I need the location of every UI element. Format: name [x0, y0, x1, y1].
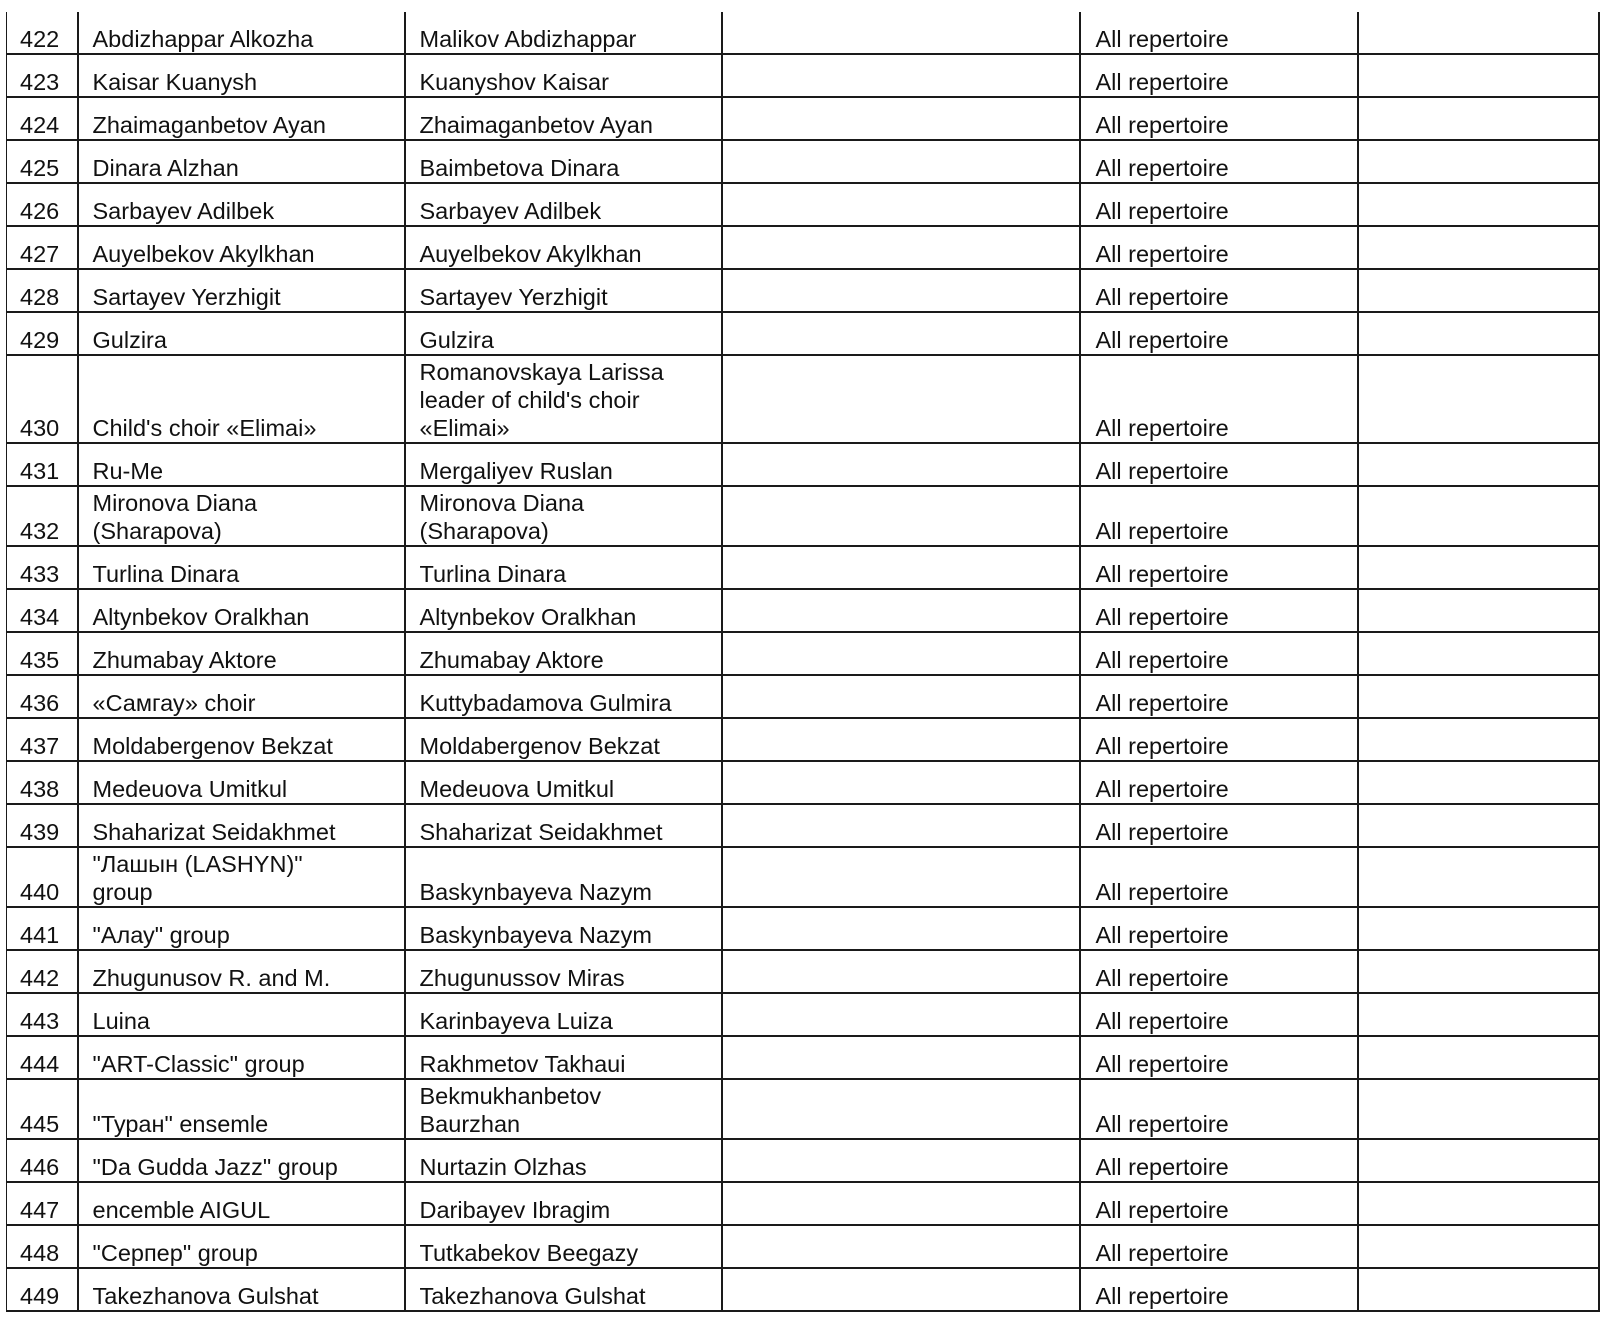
empty-cell [722, 847, 1080, 907]
empty-cell [1358, 718, 1599, 761]
performer-name-cell: "Da Gudda Jazz" group [78, 1139, 405, 1182]
table-row [7, 54, 1599, 97]
repertoire-scope-cell: All repertoire [1080, 1139, 1358, 1182]
row-number-cell: 443 [7, 993, 78, 1036]
empty-cell [722, 1036, 1080, 1079]
empty-cell [1358, 907, 1599, 950]
performer-name-cell: encemble AIGUL [78, 1182, 405, 1225]
row-number-cell: 424 [7, 97, 78, 140]
table-row [7, 140, 1599, 183]
repertoire-scope-cell: All repertoire [1080, 443, 1358, 486]
empty-cell [722, 1079, 1080, 1139]
empty-cell [722, 761, 1080, 804]
empty-cell [1358, 355, 1599, 443]
row-number-cell: 438 [7, 761, 78, 804]
empty-cell [1358, 950, 1599, 993]
table-row [7, 1036, 1599, 1079]
empty-cell [722, 312, 1080, 355]
row-number-cell: 429 [7, 312, 78, 355]
table-row [7, 632, 1599, 675]
rights-holder-cell: Takezhanova Gulshat [405, 1268, 722, 1311]
row-number-cell: 426 [7, 183, 78, 226]
row-number-cell: 444 [7, 1036, 78, 1079]
rights-holder-cell: Kuttybadamova Gulmira [405, 675, 722, 718]
performer-name-cell: Dinara Alzhan [78, 140, 405, 183]
repertoire-scope-cell: All repertoire [1080, 97, 1358, 140]
performer-name-cell: Zhaimaganbetov Ayan [78, 97, 405, 140]
table-row [7, 443, 1599, 486]
row-number-cell: 428 [7, 269, 78, 312]
rights-holder-cell: Tutkabekov Beegazy [405, 1225, 722, 1268]
table-row [7, 1139, 1599, 1182]
empty-cell [722, 1268, 1080, 1311]
row-number-cell: 423 [7, 54, 78, 97]
empty-cell [1358, 1139, 1599, 1182]
performer-name-cell: "Алау" group [78, 907, 405, 950]
repertoire-scope-cell: All repertoire [1080, 847, 1358, 907]
empty-cell [1358, 269, 1599, 312]
rights-holder-cell: Altynbekov Oralkhan [405, 589, 722, 632]
table-row [7, 269, 1599, 312]
rights-holder-cell: Bekmukhanbetov Baurzhan [405, 1079, 722, 1139]
performer-name-cell: «Самгау» choir [78, 675, 405, 718]
empty-cell [1358, 993, 1599, 1036]
empty-cell [1358, 1036, 1599, 1079]
empty-cell [1358, 847, 1599, 907]
rights-holder-cell: Baimbetova Dinara [405, 140, 722, 183]
performer-name-cell: Kaisar Kuanysh [78, 54, 405, 97]
repertoire-scope-cell: All repertoire [1080, 632, 1358, 675]
empty-cell [1358, 226, 1599, 269]
performer-name-cell: Sartayev Yerzhigit [78, 269, 405, 312]
row-number-cell: 434 [7, 589, 78, 632]
rights-holder-cell: Shaharizat Seidakhmet [405, 804, 722, 847]
rights-holder-cell: Kuanyshov Kaisar [405, 54, 722, 97]
repertoire-scope-cell: All repertoire [1080, 1225, 1358, 1268]
row-number-cell: 430 [7, 355, 78, 443]
rights-holder-cell: Moldabergenov Bekzat [405, 718, 722, 761]
empty-cell [722, 140, 1080, 183]
rights-holder-cell: Zhaimaganbetov Ayan [405, 97, 722, 140]
rights-holder-cell: Zhumabay Aktore [405, 632, 722, 675]
rights-holder-cell: Baskynbayeva Nazym [405, 907, 722, 950]
empty-cell [1358, 443, 1599, 486]
table-row [7, 804, 1599, 847]
row-number-cell: 437 [7, 718, 78, 761]
rights-holder-cell: Baskynbayeva Nazym [405, 847, 722, 907]
performer-name-cell: Zhugunusov R. and M. [78, 950, 405, 993]
performer-name-cell: Zhumabay Aktore [78, 632, 405, 675]
empty-cell [722, 355, 1080, 443]
row-number-cell: 447 [7, 1182, 78, 1225]
empty-cell [722, 993, 1080, 1036]
performer-name-cell: "Серпер" group [78, 1225, 405, 1268]
repertoire-scope-cell: All repertoire [1080, 589, 1358, 632]
empty-cell [722, 443, 1080, 486]
row-number-cell: 449 [7, 1268, 78, 1311]
rights-holder-cell: Sartayev Yerzhigit [405, 269, 722, 312]
row-number-cell: 422 [7, 12, 78, 54]
empty-cell [1358, 486, 1599, 546]
performer-name-cell: Takezhanova Gulshat [78, 1268, 405, 1311]
empty-cell [1358, 546, 1599, 589]
empty-cell [722, 54, 1080, 97]
empty-cell [1358, 312, 1599, 355]
table-row [7, 907, 1599, 950]
repertoire-scope-cell: All repertoire [1080, 761, 1358, 804]
row-number-cell: 431 [7, 443, 78, 486]
empty-cell [1358, 1268, 1599, 1311]
performer-name-cell: Turlina Dinara [78, 546, 405, 589]
rights-holder-cell: Daribayev Ibragim [405, 1182, 722, 1225]
rights-holder-cell: Zhugunussov Miras [405, 950, 722, 993]
performer-name-cell: Luina [78, 993, 405, 1036]
table-row [7, 847, 1599, 907]
empty-cell [722, 1139, 1080, 1182]
empty-cell [1358, 1225, 1599, 1268]
empty-cell [1358, 12, 1599, 54]
table-row [7, 1268, 1599, 1311]
repertoire-scope-cell: All repertoire [1080, 140, 1358, 183]
row-number-cell: 440 [7, 847, 78, 907]
row-number-cell: 435 [7, 632, 78, 675]
table-row [7, 355, 1599, 443]
row-number-cell: 445 [7, 1079, 78, 1139]
performer-name-cell: Altynbekov Oralkhan [78, 589, 405, 632]
rights-holder-cell: Gulzira [405, 312, 722, 355]
empty-cell [722, 183, 1080, 226]
rights-holder-cell: Mergaliyev Ruslan [405, 443, 722, 486]
empty-cell [1358, 675, 1599, 718]
repertoire-scope-cell: All repertoire [1080, 355, 1358, 443]
empty-cell [722, 1225, 1080, 1268]
empty-cell [722, 97, 1080, 140]
row-number-cell: 439 [7, 804, 78, 847]
performer-name-cell: "Туран" ensemle [78, 1079, 405, 1139]
empty-cell [722, 269, 1080, 312]
table-row [7, 675, 1599, 718]
table-row [7, 1225, 1599, 1268]
empty-cell [722, 907, 1080, 950]
empty-cell [1358, 140, 1599, 183]
empty-cell [722, 718, 1080, 761]
table-row [7, 12, 1599, 54]
row-number-cell: 432 [7, 486, 78, 546]
empty-cell [722, 226, 1080, 269]
table-row [7, 546, 1599, 589]
repertoire-scope-cell: All repertoire [1080, 1268, 1358, 1311]
table-row [7, 589, 1599, 632]
performer-name-cell: Gulzira [78, 312, 405, 355]
repertoire-scope-cell: All repertoire [1080, 1182, 1358, 1225]
empty-cell [722, 804, 1080, 847]
table-row [7, 97, 1599, 140]
row-number-cell: 427 [7, 226, 78, 269]
table-row [7, 1079, 1599, 1139]
table-row [7, 993, 1599, 1036]
empty-cell [722, 486, 1080, 546]
empty-cell [1358, 97, 1599, 140]
empty-cell [722, 589, 1080, 632]
empty-cell [1358, 804, 1599, 847]
repertoire-scope-cell: All repertoire [1080, 269, 1358, 312]
repertoire-scope-cell: All repertoire [1080, 718, 1358, 761]
performer-name-cell: Ru-Me [78, 443, 405, 486]
table-row [7, 486, 1599, 546]
repertoire-scope-cell: All repertoire [1080, 486, 1358, 546]
performer-name-cell: "Лашын (LASHYN)" group [78, 847, 405, 907]
repertoire-scope-cell: All repertoire [1080, 804, 1358, 847]
empty-cell [722, 675, 1080, 718]
rights-holder-cell: Romanovskaya Larissa leader of child's choir «Elimai» [405, 355, 722, 443]
repertoire-scope-cell: All repertoire [1080, 1036, 1358, 1079]
repertoire-scope-cell: All repertoire [1080, 312, 1358, 355]
repertoire-scope-cell: All repertoire [1080, 907, 1358, 950]
performer-name-cell: Sarbayev Adilbek [78, 183, 405, 226]
row-number-cell: 442 [7, 950, 78, 993]
table-row [7, 183, 1599, 226]
row-number-cell: 441 [7, 907, 78, 950]
rights-holder-cell: Sarbayev Adilbek [405, 183, 722, 226]
row-number-cell: 436 [7, 675, 78, 718]
rights-holder-cell: Karinbayeva Luiza [405, 993, 722, 1036]
table-row [7, 950, 1599, 993]
row-number-cell: 433 [7, 546, 78, 589]
performer-name-cell: Abdizhappar Alkozha [78, 12, 405, 54]
table-row [7, 761, 1599, 804]
repertoire-scope-cell: All repertoire [1080, 183, 1358, 226]
repertoire-scope-cell: All repertoire [1080, 675, 1358, 718]
rights-holder-cell: Auyelbekov Akylkhan [405, 226, 722, 269]
rights-holder-cell: Turlina Dinara [405, 546, 722, 589]
repertoire-scope-cell: All repertoire [1080, 54, 1358, 97]
empty-cell [1358, 54, 1599, 97]
empty-cell [1358, 1182, 1599, 1225]
repertoire-scope-cell: All repertoire [1080, 950, 1358, 993]
rights-holder-cell: Nurtazin Olzhas [405, 1139, 722, 1182]
table-row [7, 312, 1599, 355]
empty-cell [722, 950, 1080, 993]
row-number-cell: 448 [7, 1225, 78, 1268]
repertoire-scope-cell: All repertoire [1080, 12, 1358, 54]
performer-name-cell: Auyelbekov Akylkhan [78, 226, 405, 269]
performer-name-cell: "ART-Classic" group [78, 1036, 405, 1079]
repertoire-scope-cell: All repertoire [1080, 226, 1358, 269]
empty-cell [722, 632, 1080, 675]
empty-cell [1358, 183, 1599, 226]
rights-holder-cell: Mironova Diana (Sharapova) [405, 486, 722, 546]
row-number-cell: 446 [7, 1139, 78, 1182]
repertoire-scope-cell: All repertoire [1080, 546, 1358, 589]
empty-cell [1358, 1079, 1599, 1139]
performer-name-cell: Shaharizat Seidakhmet [78, 804, 405, 847]
empty-cell [722, 12, 1080, 54]
rights-holder-cell: Rakhmetov Takhaui [405, 1036, 722, 1079]
repertoire-scope-cell: All repertoire [1080, 993, 1358, 1036]
rights-holder-cell: Medeuova Umitkul [405, 761, 722, 804]
empty-cell [722, 1182, 1080, 1225]
table-row [7, 1182, 1599, 1225]
row-number-cell: 425 [7, 140, 78, 183]
table-row [7, 226, 1599, 269]
empty-cell [1358, 761, 1599, 804]
empty-cell [1358, 589, 1599, 632]
repertoire-table [6, 12, 1600, 1312]
empty-cell [1358, 632, 1599, 675]
performer-name-cell: Medeuova Umitkul [78, 761, 405, 804]
table-row [7, 718, 1599, 761]
registry-sheet [6, 12, 1598, 1312]
empty-cell [722, 546, 1080, 589]
repertoire-scope-cell: All repertoire [1080, 1079, 1358, 1139]
performer-name-cell: Moldabergenov Bekzat [78, 718, 405, 761]
table-body [7, 12, 1599, 1311]
rights-holder-cell: Malikov Abdizhappar [405, 12, 722, 54]
performer-name-cell: Mironova Diana (Sharapova) [78, 486, 405, 546]
performer-name-cell: Child's choir «Elimai» [78, 355, 405, 443]
